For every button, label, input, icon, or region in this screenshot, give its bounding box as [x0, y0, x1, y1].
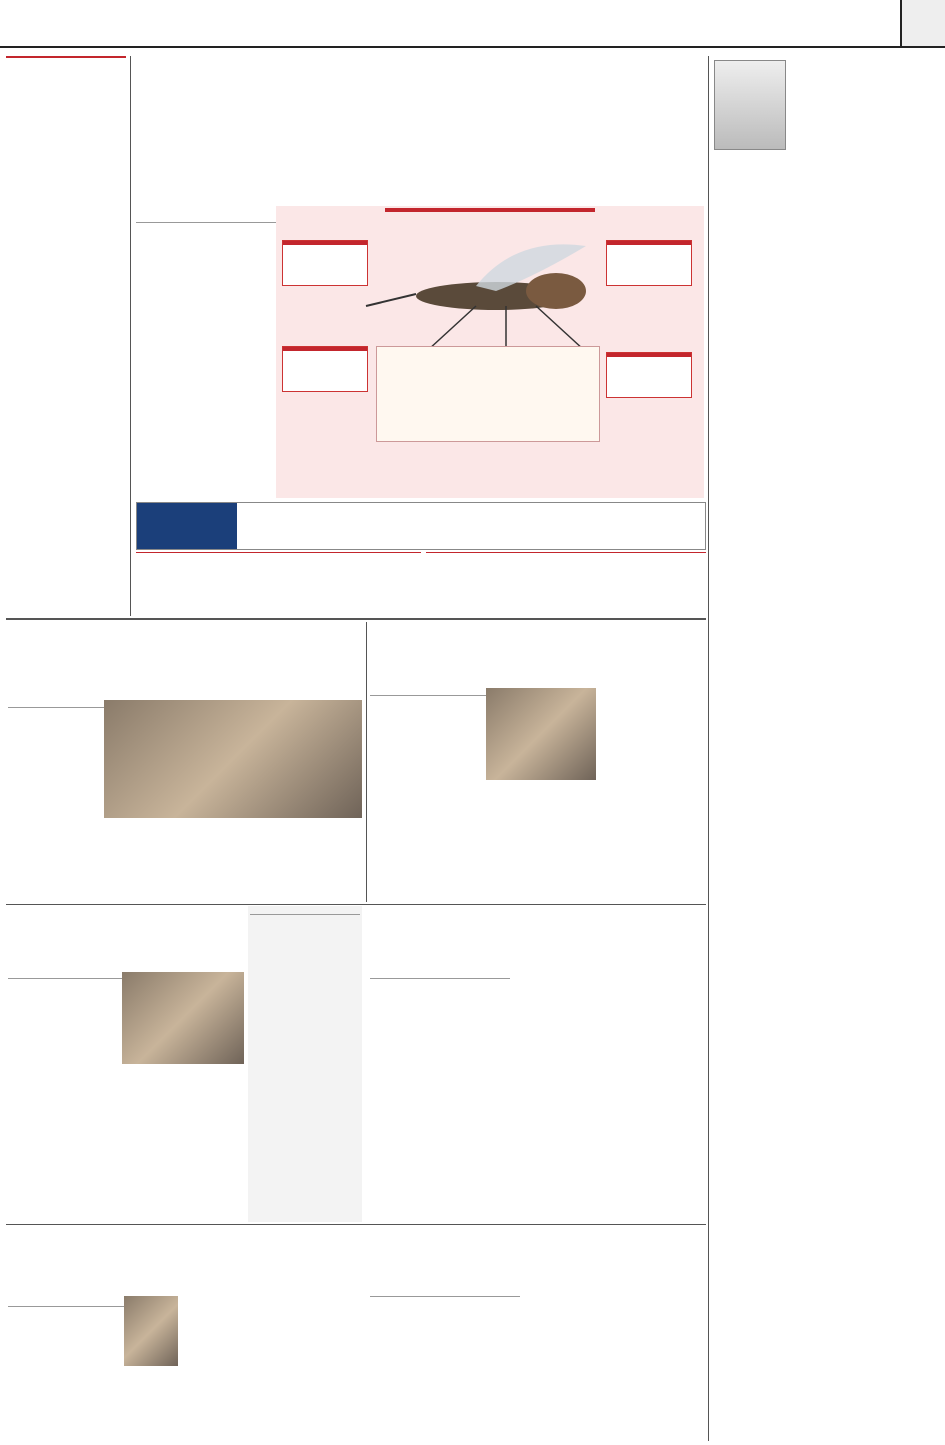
stat-gwalior — [282, 240, 368, 286]
bike-body — [566, 958, 706, 1220]
pallera-body — [8, 728, 100, 908]
accident-body — [370, 1312, 706, 1438]
ajeevika-headline[interactable] — [248, 906, 362, 910]
masthead — [0, 0, 945, 48]
expert-quote — [376, 346, 600, 442]
batai-body — [370, 716, 480, 896]
batai-body-2 — [602, 688, 706, 898]
page-number — [900, 0, 945, 46]
stat-bhopal — [282, 346, 368, 392]
brief-body-1 — [6, 60, 126, 350]
sp-body — [8, 1324, 120, 1439]
yearly-label — [137, 503, 237, 549]
dengue-byline — [136, 212, 276, 223]
survey-box — [426, 552, 706, 614]
survey-body — [426, 554, 706, 592]
ajeevika-body — [248, 917, 362, 1157]
columnist-photo — [714, 60, 786, 150]
accident-byline — [370, 1286, 520, 1297]
stat-indore — [606, 240, 692, 286]
pallera-photo — [104, 700, 362, 818]
diwali-body — [136, 554, 421, 592]
brief-label — [6, 56, 126, 58]
bjym-byline — [370, 968, 510, 979]
news-brief-column — [6, 56, 126, 626]
diwali-heading — [136, 552, 421, 553]
ajeevika-box — [248, 906, 362, 1222]
bjym-body — [370, 996, 560, 1222]
right-column — [714, 60, 924, 1440]
ajeevika-byline — [250, 912, 360, 915]
karwa-photo — [122, 972, 244, 1064]
dengue-graphic — [276, 206, 704, 498]
pallera-body-2 — [104, 830, 362, 900]
survey-heading — [426, 552, 706, 553]
sp-photo — [124, 1296, 178, 1366]
brief-body-2 — [6, 352, 126, 532]
diwali-box — [136, 552, 421, 614]
stat-jabalpur — [606, 352, 692, 398]
karwa-body — [8, 996, 116, 1221]
karwa-body-2 — [122, 1068, 244, 1218]
graphic-title — [385, 208, 595, 212]
dengue-body — [136, 240, 271, 500]
batai-photo — [486, 688, 596, 780]
sp-body-2 — [182, 1296, 364, 1439]
